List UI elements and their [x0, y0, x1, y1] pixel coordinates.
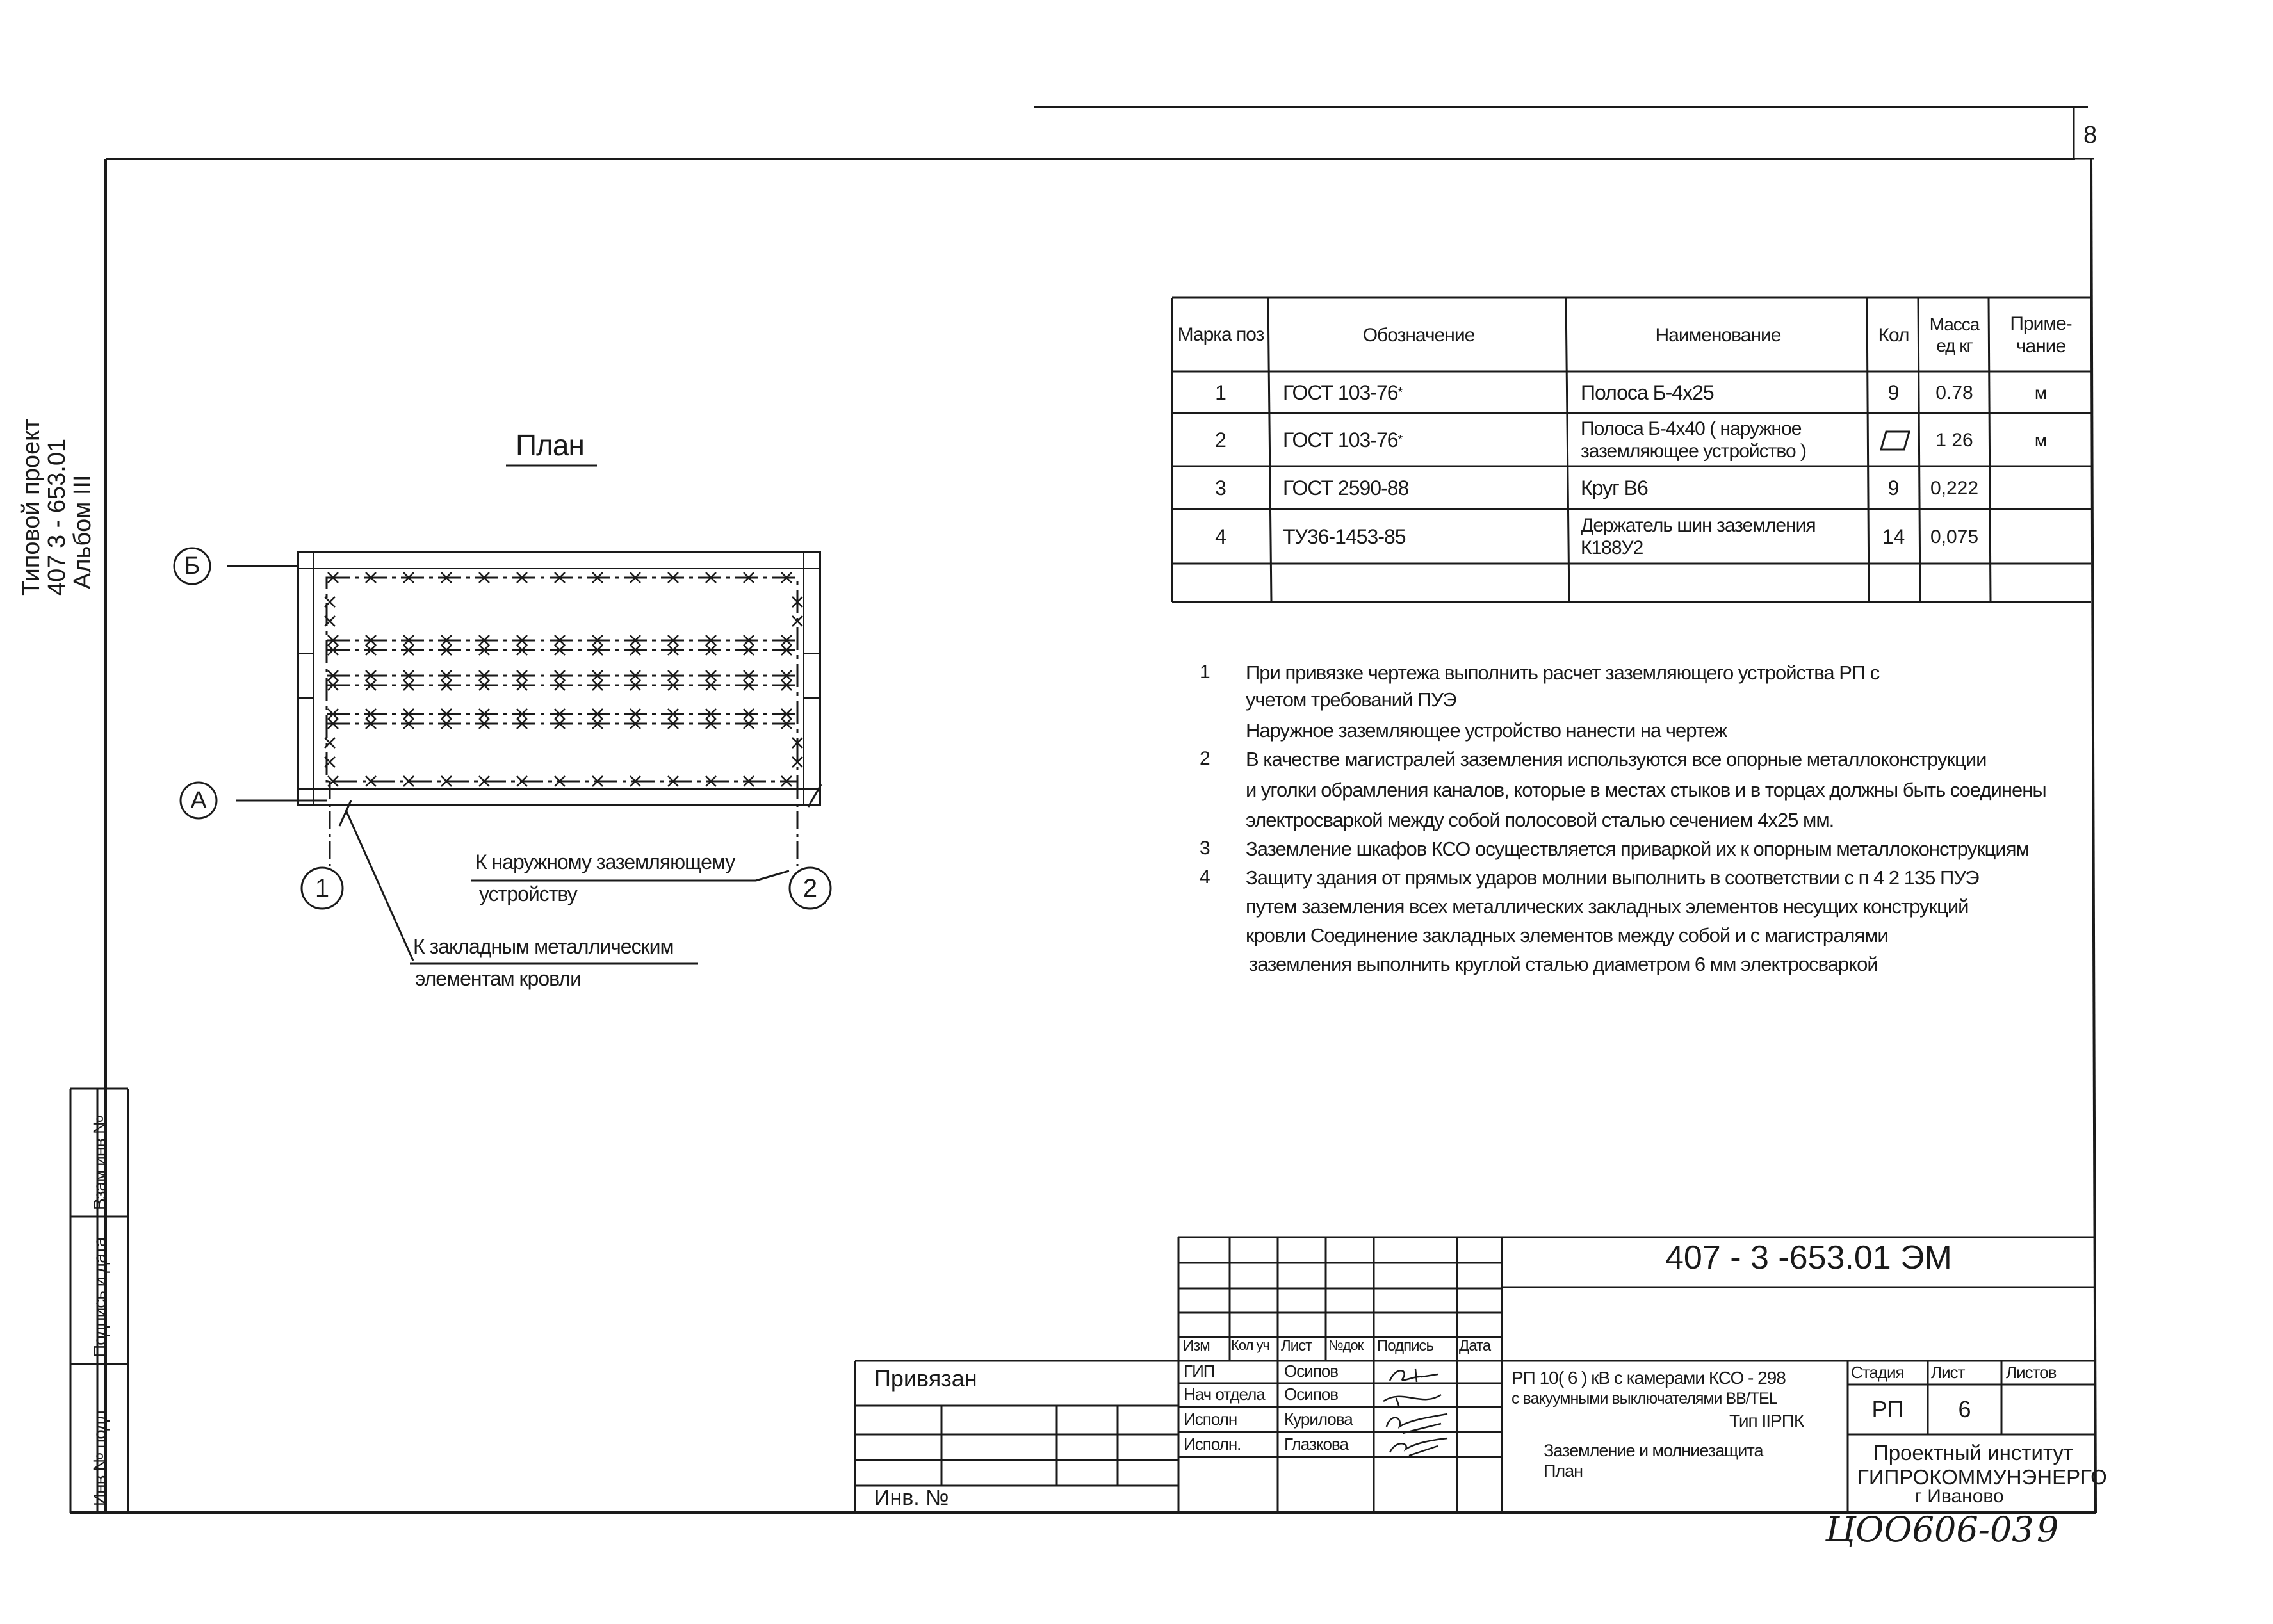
footer-page-number: 9	[2037, 1509, 2059, 1550]
td-note: м	[2034, 430, 2048, 450]
axis-b-label: Б	[184, 552, 200, 580]
note-line: При привязке чертежа выполнить расчет заземляющего устройства РП с	[1246, 662, 1880, 684]
td-qty-symbol	[1869, 414, 1918, 466]
role-person: Глазкова	[1284, 1434, 1348, 1454]
note-line: Заземление шкафов КСО осуществляется приваркой их к опорным металлоконструкциям	[1246, 838, 2029, 860]
org-line1: Проектный институт	[1873, 1441, 2074, 1465]
td-designation: ГОСТ 2590-88	[1283, 476, 1409, 499]
th-name: Наименование	[1655, 324, 1781, 346]
role-person: Курилова	[1284, 1409, 1353, 1429]
note-line: заземления выполнить круглой сталью диаметром 6 мм электросваркой	[1249, 953, 1878, 975]
th-note: Приме-чание	[2010, 313, 2072, 357]
plan-title: План	[516, 428, 584, 462]
th-pos: Марка поз	[1177, 324, 1264, 346]
side-stamp	[19, 282, 96, 615]
th-izm: Изм	[1183, 1337, 1210, 1354]
stage-label: Стадия	[1851, 1363, 1904, 1382]
sheet-title-line1: Заземление и молниезащита	[1544, 1441, 1763, 1460]
td-note: м	[2034, 382, 2048, 403]
td-designation: ТУ36-1453-85	[1283, 525, 1406, 548]
th-mass: Масса ед кг	[1929, 314, 1980, 355]
project-line1: РП 10( 6 ) кВ с камерами КСО - 298	[1511, 1368, 1786, 1388]
note-line: Наружное заземляющее устройство нанести на чертеж	[1246, 719, 1727, 742]
td-name: Круг В6	[1581, 476, 1648, 499]
note-line: кровли Соединение закладных элементов между собой и с магистралями	[1246, 924, 1888, 946]
th-designation: Обозначение	[1362, 324, 1475, 346]
td-pos: 2	[1215, 428, 1226, 451]
th-list: Лист	[1281, 1337, 1312, 1354]
note-line: электросваркой между собой полосовой сталью сечением 4х25 мм.	[1246, 809, 1834, 831]
role-person: Осипов	[1284, 1384, 1339, 1404]
td-mass: 0,075	[1930, 526, 1979, 548]
note-line: Защиту здания от прямых ударов молнии выполнить в соответствии с п 4 2 135 ПУЭ	[1246, 866, 1979, 889]
archive-number: ЦОО606-03	[1825, 1509, 2034, 1550]
td-designation: ГОСТ 103-76 *	[1283, 381, 1403, 404]
callout-outer-line2: устройству	[479, 882, 577, 905]
role-label: ГИП	[1184, 1361, 1215, 1381]
role-label: Нач отдела	[1184, 1384, 1265, 1404]
role-label: Исполн	[1184, 1409, 1237, 1429]
margin-podpis: Подпись и дата	[90, 1237, 110, 1358]
sheet-label: Лист	[1931, 1363, 1965, 1382]
side-stamp-line1: Типовой проект	[18, 419, 45, 596]
note-number: 1	[1200, 662, 1210, 683]
mark-1: 1	[314, 873, 330, 902]
th-ndok: №док	[1328, 1337, 1364, 1353]
project-line3: Тип IIРПК	[1729, 1411, 1804, 1431]
holder-mark	[792, 616, 802, 626]
stage-value: РП	[1871, 1396, 1904, 1422]
inv-no-label: Инв. №	[874, 1486, 949, 1510]
side-stamp-line2: 407 3 - 653.01	[44, 438, 70, 596]
sheet-title-line2: План	[1544, 1461, 1583, 1481]
mark-2: 2	[802, 873, 818, 902]
sheet-number: 8	[2083, 122, 2098, 149]
signatures	[1377, 1363, 1457, 1459]
org-line2: ГИПРОКОММУНЭНЕРГО	[1857, 1465, 2107, 1489]
td-name: Полоса Б-4х40 ( наружное заземляющее устройство )	[1581, 418, 1807, 462]
axis-a-label: А	[190, 786, 207, 814]
callout-roof-line1: К закладным металлическим	[413, 935, 674, 958]
role-label: Исполн.	[1184, 1434, 1241, 1454]
td-pos: 4	[1215, 525, 1226, 548]
org-line3: г Иваново	[1915, 1486, 2004, 1507]
td-name: Полоса Б-4х25	[1581, 381, 1714, 404]
drawing-code: 407 - 3 -653.01 ЭМ	[1665, 1239, 1952, 1276]
td-qty: 9	[1887, 476, 1900, 499]
note-line: В качестве магистралей заземления используются все опорные металлоконструкции	[1246, 748, 1987, 770]
th-data: Дата	[1459, 1337, 1491, 1354]
td-pos: 3	[1215, 476, 1226, 499]
note-line: учетом требований ПУЭ	[1246, 688, 1456, 711]
callout-roof-line2: элементам кровли	[415, 967, 581, 990]
td-pos: 1	[1215, 381, 1226, 404]
margin-inv: Инв № подл	[90, 1411, 110, 1506]
sheet-value: 6	[1958, 1396, 1971, 1422]
sheets-value	[2001, 1384, 2096, 1434]
td-mass: 1 26	[1935, 429, 1973, 451]
note-line: и уголки обрамления каналов, которые в местах стыков и в торцах должны быть соединены	[1246, 779, 2046, 801]
note-number: 4	[1200, 866, 1210, 888]
margin-vzam: Взам инв №	[90, 1116, 110, 1210]
sheets-label: Листов	[2006, 1363, 2057, 1382]
th-podpis: Подпись	[1377, 1337, 1433, 1354]
td-mass: 0.78	[1935, 382, 1973, 403]
callout-outer-line1: К наружному заземляющему	[475, 850, 735, 873]
td-mass: 0,222	[1930, 477, 1979, 499]
role-person: Осипов	[1284, 1361, 1339, 1381]
note-number: 3	[1200, 838, 1210, 859]
td-designation: ГОСТ 103-76 *	[1283, 428, 1403, 451]
td-name: Держатель шин заземления К188У2	[1581, 515, 1816, 558]
th-qty: Кол	[1878, 324, 1909, 346]
holder-mark	[325, 597, 335, 607]
td-qty: 14	[1882, 525, 1905, 548]
side-stamp-line3: Альбом III	[69, 475, 96, 589]
project-line2: с вакуумными выключателями ВВ/ТЕL	[1511, 1390, 1777, 1408]
note-line: путем заземления всех металлических закладных элементов несущих конструкций	[1246, 895, 1969, 918]
td-qty: 9	[1887, 381, 1900, 404]
note-number: 2	[1200, 748, 1210, 769]
th-kol: Кол уч	[1231, 1337, 1269, 1353]
privyazan-label: Привязан	[874, 1365, 977, 1392]
